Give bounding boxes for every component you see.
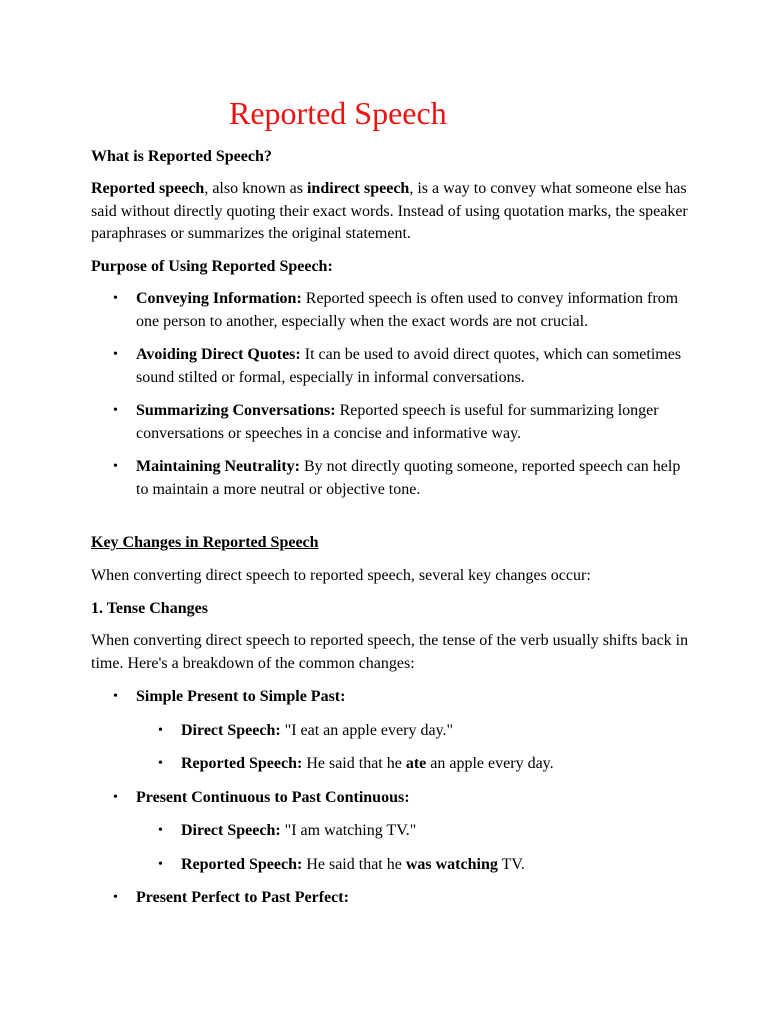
purpose-label: Conveying Information: bbox=[136, 290, 302, 307]
intro-text-1: , also known as bbox=[204, 180, 307, 197]
list-item bbox=[136, 820, 691, 843]
purpose-label: Summarizing Conversations: bbox=[136, 402, 336, 419]
direct-speech-label: Direct Speech: bbox=[181, 721, 281, 739]
purpose-heading: Purpose of Using Reported Speech: bbox=[91, 258, 333, 275]
purpose-label: Avoiding Direct Quotes: bbox=[136, 346, 301, 363]
intro-paragraph bbox=[91, 178, 691, 246]
key-changes-intro: When converting direct speech to reported speech, several key changes occur: bbox=[91, 567, 591, 584]
intro-text-2: , is a way to convey what someone else has said without directly quoting their exact words. Instead of using quotation marks, the speaker paraphrases or summarizes the original statement. bbox=[91, 180, 688, 242]
reported-speech-pre: He said that he bbox=[302, 755, 406, 772]
reported-speech-post: TV. bbox=[497, 855, 525, 873]
reported-speech-pre: He said that he bbox=[302, 855, 406, 873]
example-list bbox=[136, 820, 691, 876]
direct-speech-text: "I am watching TV." bbox=[280, 822, 417, 839]
intro-term: Reported speech bbox=[91, 180, 205, 197]
what-heading: What is Reported Speech? bbox=[91, 148, 272, 165]
purpose-text: It can be used to avoid direct quotes, which can sometimes sound stilted or formal, especially in informal conversations. bbox=[136, 346, 682, 386]
purpose-label: Maintaining Neutrality: bbox=[136, 458, 300, 475]
reported-speech-label: Reported Speech: bbox=[181, 855, 303, 873]
purpose-list bbox=[91, 288, 691, 501]
purpose-text: Reported speech is often used to convey information from one person to another, especially when the exact words are not crucial. bbox=[136, 290, 679, 330]
example-list bbox=[136, 720, 691, 776]
tense-change-label: Present Perfect to Past Perfect: bbox=[136, 889, 349, 906]
reported-speech-label: Reported Speech: bbox=[181, 755, 303, 772]
direct-speech-label: Direct Speech: bbox=[181, 822, 281, 839]
key-changes-heading-text: Key Changes in Reported Speech bbox=[91, 534, 319, 551]
list-item bbox=[91, 344, 691, 389]
reported-speech-post: an apple every day. bbox=[426, 755, 554, 772]
purpose-text: Reported speech is useful for summarizing longer conversations or speeches in a concise and informative way. bbox=[136, 402, 659, 442]
list-item bbox=[136, 720, 691, 743]
list-item bbox=[91, 887, 691, 910]
tense-change-label: Simple Present to Simple Past: bbox=[136, 688, 346, 705]
direct-speech-text: "I eat an apple every day." bbox=[280, 721, 454, 739]
list-item bbox=[91, 787, 691, 877]
list-item bbox=[136, 753, 691, 776]
list-item bbox=[91, 400, 691, 445]
page-title: Reported Speech bbox=[229, 95, 447, 131]
intro-alt-term: indirect speech bbox=[306, 180, 410, 197]
tense-intro: When converting direct speech to reported speech, the tense of the verb usually shifts back in time. Here's a breakdown of the common changes: bbox=[91, 632, 689, 672]
tense-change-label: Present Continuous to Past Continuous: bbox=[136, 788, 410, 806]
list-item bbox=[136, 854, 691, 877]
list-item bbox=[91, 456, 691, 501]
tense-heading: 1. Tense Changes bbox=[91, 600, 208, 617]
purpose-text: By not directly quoting someone, reported speech can help to maintain a more neutral or objective tone. bbox=[136, 458, 681, 498]
tense-change-list bbox=[91, 686, 691, 910]
reported-verb: ate bbox=[405, 755, 427, 772]
key-changes-heading bbox=[91, 532, 691, 555]
list-item bbox=[91, 686, 691, 776]
reported-verb: was watching bbox=[405, 855, 498, 873]
list-item bbox=[91, 288, 691, 333]
